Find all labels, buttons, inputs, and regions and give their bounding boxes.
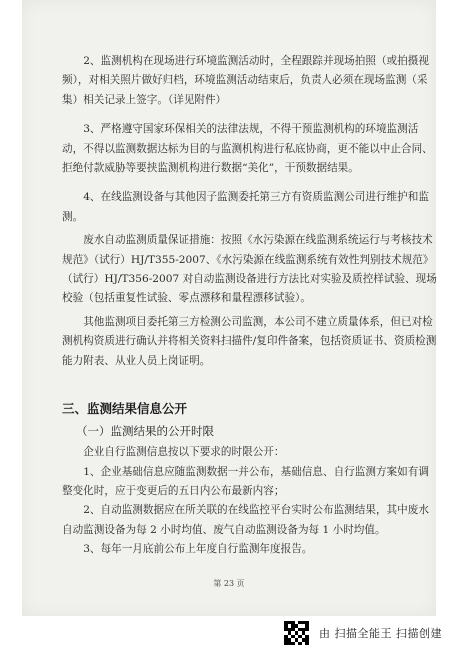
paragraph: 4、在线监测设备与其他因子监测委托第三方有资质监测公司进行维护和监测。 xyxy=(62,191,429,223)
page-number: 第 23 页 xyxy=(213,579,245,588)
paragraph: 1、企业基础信息应随监测数据一并公布，基础信息、自行监测方案如有调整变化时，应于变更后的五日内公布最新内容； xyxy=(62,465,429,497)
subsection-title: （一）监测结果的公开时限 xyxy=(76,424,214,439)
qr-code-icon xyxy=(284,621,309,646)
document-page xyxy=(22,0,436,616)
paragraph: 2、监测机构在现场进行环境监测活动时，全程跟踪并现场拍照（或拍摄视频），对相关照片做好归档，环境监测活动结束后，负责人必须在现场监测（采集）相关记录上签字。（详见附件） xyxy=(62,55,429,106)
section-title: 三、监测结果信息公开 xyxy=(62,401,188,417)
paragraph: 3、严格遵守国家环保相关的法律法规，不得干预监测机构的环境监测活动，不得以监测数据达标为目的与监测机构进行私底协商，更不能以中止合同、拒绝付款威胁等要挟监测机构进行数据“美化”，干预数据结果。 xyxy=(62,123,433,175)
paragraph: 2、自动监测数据应在所关联的在线监控平台实时公布监测结果，其中废水自动监测设备为每 2 小时均值、废气自动监测设备为每 1 小时均值。 xyxy=(62,504,429,536)
paragraph: 3、每年一月底前公布上年度自行监测年度报告。 xyxy=(83,543,313,556)
paragraph: 其他监测项目委托第三方检测公司监测，本公司不建立质量体系，但已对检测机构资质进行确认并将相关资料扫描件/复印件备案，包括资质证书、资质检测能力附表、从业人员上岗证明。 xyxy=(62,315,437,367)
footer-text: 由 扫描全能王 扫描创建 xyxy=(319,627,442,640)
scanner-footer xyxy=(284,620,442,646)
paragraph: 废水自动监测质量保证措施：按照《水污染源在线监测系统运行与考核技术规范》（试行）HJ/T355-2007、《水污染源在线监测系统有效性判别技术规范》（试行）HJ/T356-2007 对自动监测设备进行方法比对实验及质控样试验、现场校验（包括重复性试验、零点漂移和量程漂移试验）。 xyxy=(62,234,437,305)
paragraph: 企业自行监测信息按以下要求的时限公开： xyxy=(83,446,285,459)
page-content xyxy=(62,52,438,560)
